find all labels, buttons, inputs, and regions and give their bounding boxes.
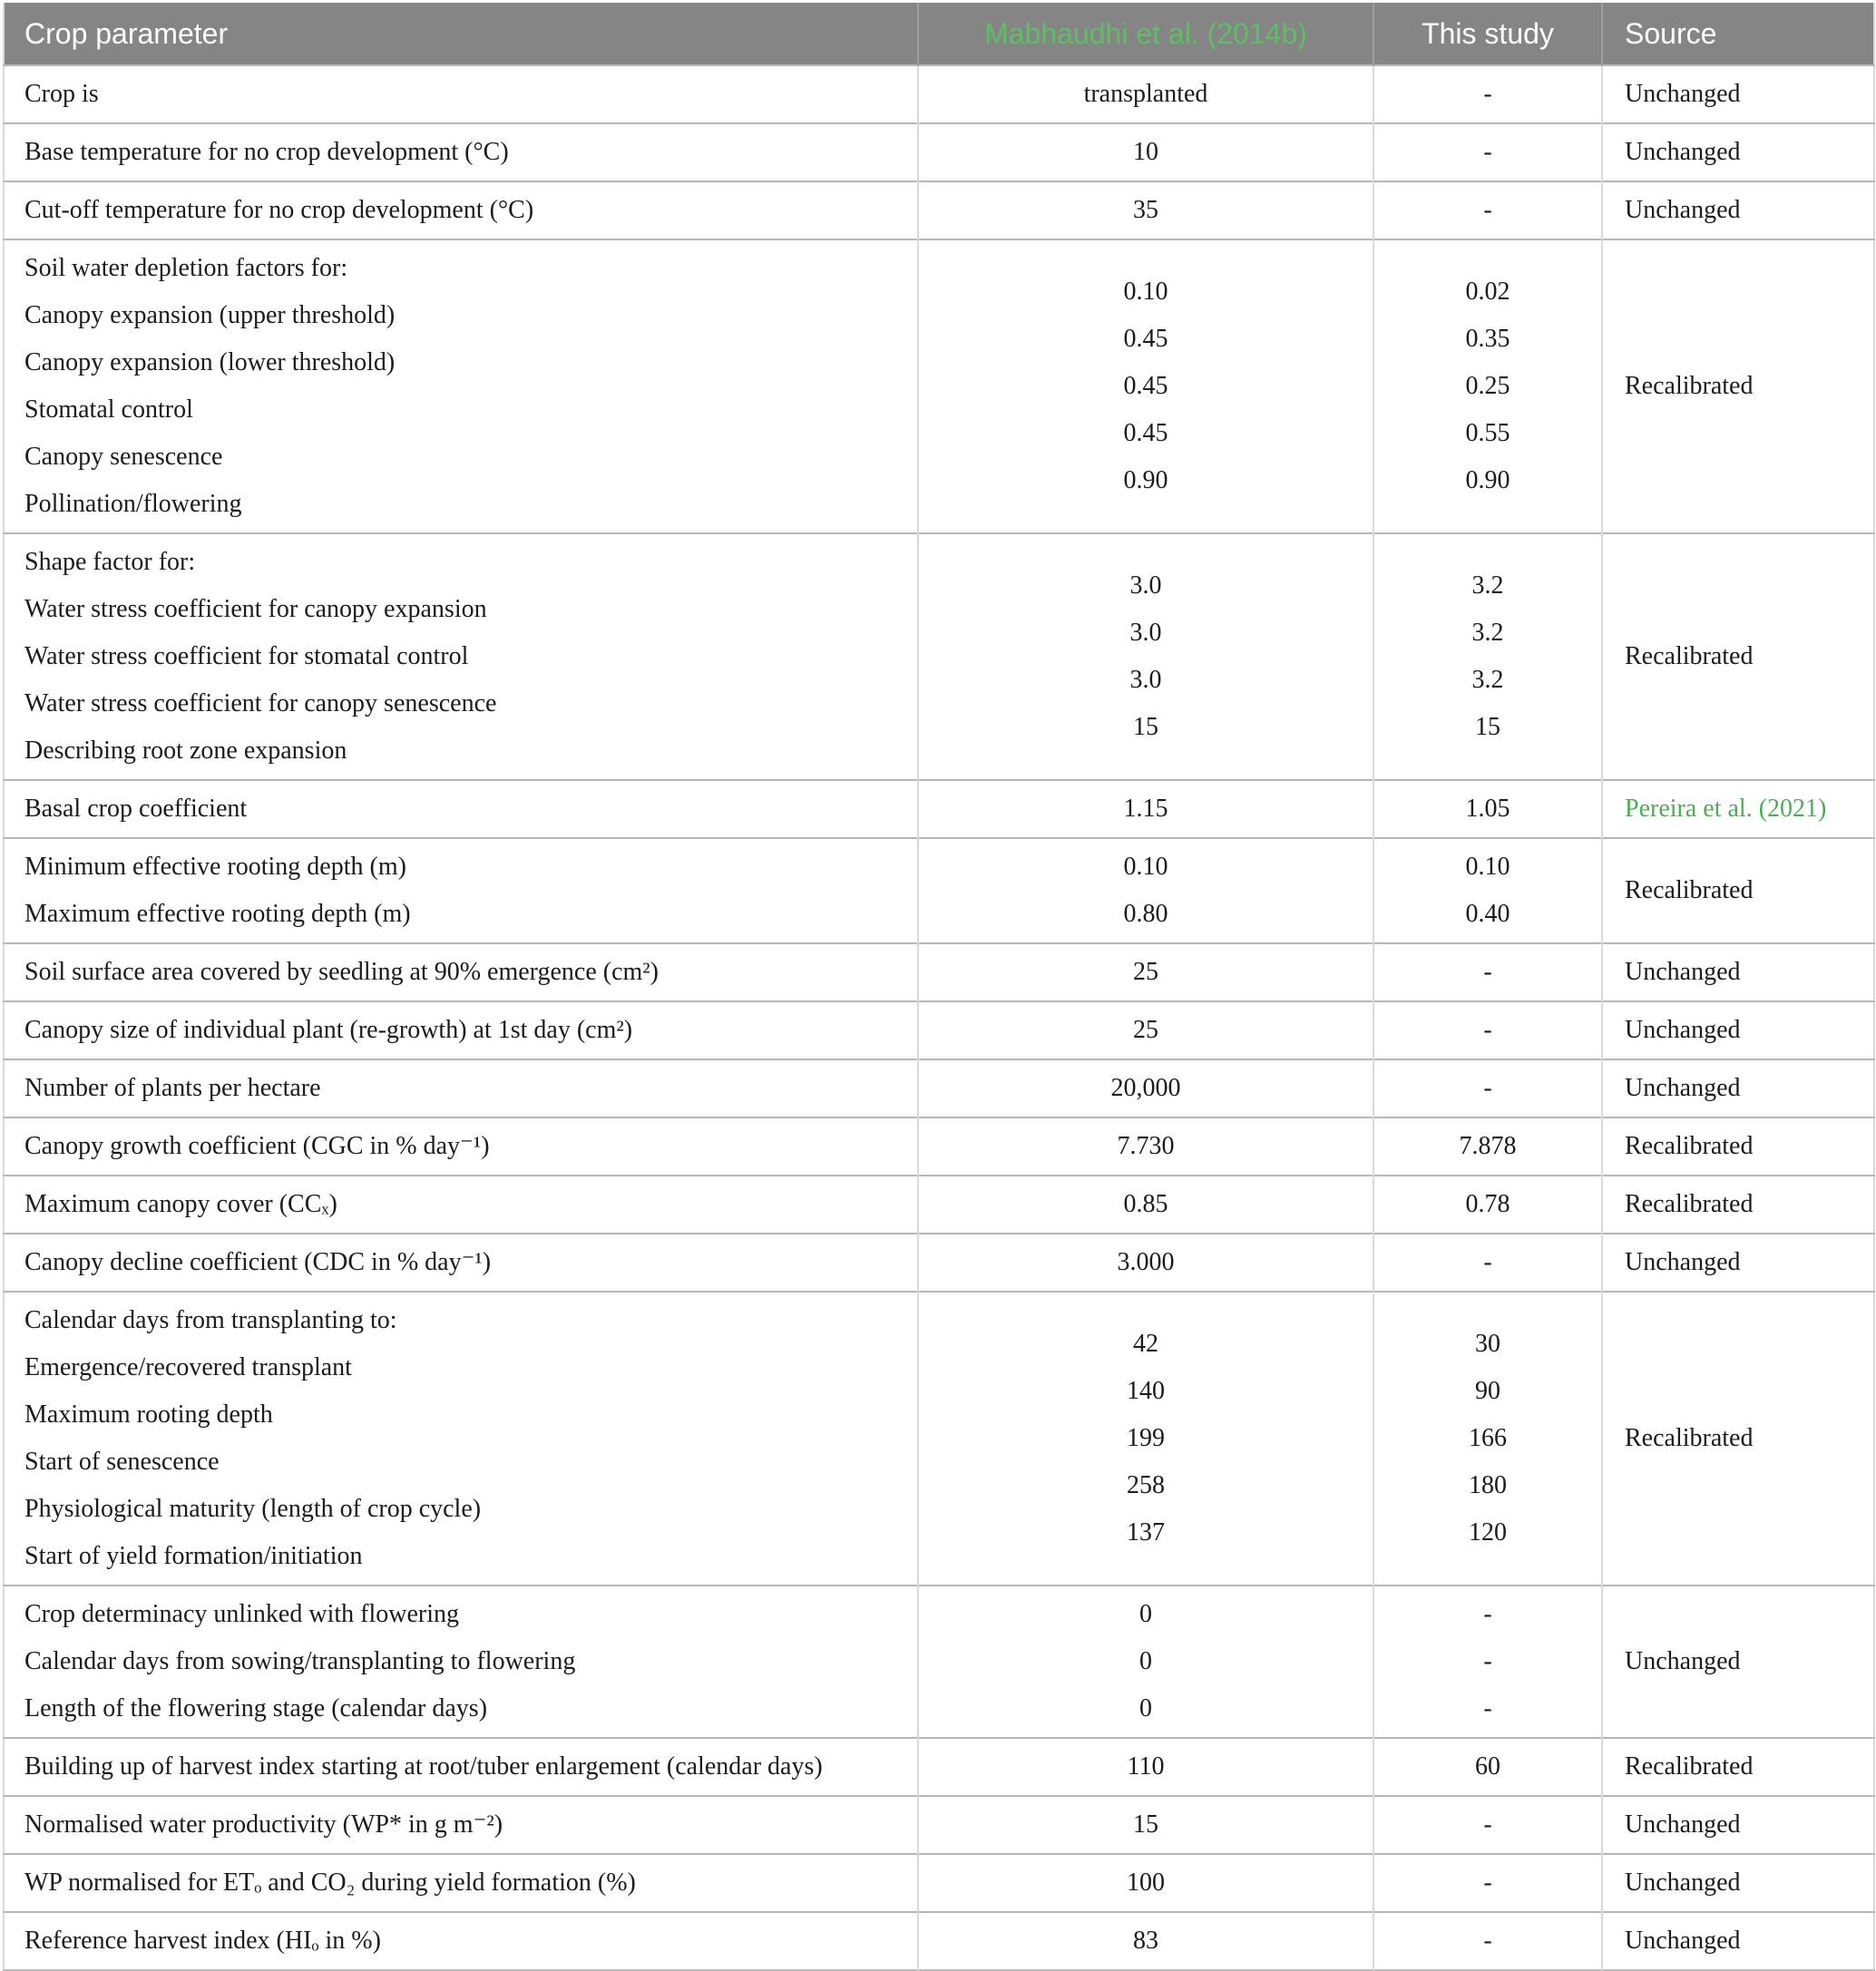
mabhaudhi-value-cell <box>918 1059 1373 1117</box>
this-study-value: - <box>1483 1694 1492 1722</box>
param-line: Canopy expansion (lower threshold) <box>24 348 396 376</box>
table-row <box>4 943 1874 1001</box>
param-line: Normalised water productivity (WP* in g m⁻²) <box>24 1810 503 1839</box>
mabhaudhi-value: 0.90 <box>1123 466 1168 494</box>
table-row <box>4 1854 1874 1912</box>
mabhaudhi-value: 15 <box>1133 1810 1158 1839</box>
source-label: Recalibrated <box>1625 642 1754 670</box>
mabhaudhi-value-cell <box>918 943 1373 1001</box>
table-row <box>4 1796 1874 1854</box>
this-study-value: 120 <box>1469 1518 1507 1547</box>
this-study-value: - <box>1483 1810 1492 1839</box>
table-row <box>4 1176 1874 1234</box>
source-cell <box>1602 1292 1874 1586</box>
mabhaudhi-value: 15 <box>1133 713 1158 741</box>
mabhaudhi-value: 0 <box>1139 1694 1152 1722</box>
source-cell <box>1602 65 1874 123</box>
mabhaudhi-value-cell <box>918 239 1373 533</box>
source-label: Recalibrated <box>1625 876 1754 904</box>
source-cell <box>1602 533 1874 780</box>
mabhaudhi-value-cell <box>918 1854 1373 1912</box>
this-study-value: 0.25 <box>1465 372 1510 400</box>
source-label: Unchanged <box>1625 1074 1741 1102</box>
param-line: Canopy growth coefficient (CGC in % day⁻¹) <box>24 1132 490 1160</box>
param-cell <box>4 1292 918 1586</box>
mabhaudhi-value: 3.0 <box>1129 571 1162 600</box>
this-study-value-cell <box>1373 1796 1602 1854</box>
param-cell <box>4 1234 918 1292</box>
mabhaudhi-value: 137 <box>1127 1518 1165 1547</box>
param-line: Building up of harvest index starting at root/tuber enlargement (calendar days) <box>24 1752 823 1781</box>
this-study-value-cell <box>1373 780 1602 838</box>
mabhaudhi-value-cell <box>918 533 1373 780</box>
param-cell <box>4 780 918 838</box>
param-line: Crop is <box>24 80 99 108</box>
table-row <box>4 239 1874 533</box>
param-cell <box>4 65 918 123</box>
param-cell <box>4 838 918 943</box>
param-line: Water stress coefficient for canopy expansion <box>24 595 487 623</box>
source-cell <box>1602 838 1874 943</box>
mabhaudhi-value: 3.000 <box>1117 1248 1175 1276</box>
source-cell <box>1602 1059 1874 1117</box>
source-cell <box>1602 780 1874 838</box>
param-line: Emergence/recovered transplant <box>24 1353 352 1381</box>
param-cell <box>4 1854 918 1912</box>
source-cell <box>1602 181 1874 239</box>
param-line: Maximum canopy cover (CCₓ) <box>24 1190 337 1218</box>
param-cell <box>4 123 918 181</box>
mabhaudhi-value: 258 <box>1127 1471 1165 1499</box>
table-row <box>4 65 1874 123</box>
source-label: Recalibrated <box>1625 372 1754 400</box>
mabhaudhi-value: 83 <box>1133 1927 1158 1955</box>
source-label: Unchanged <box>1625 1016 1741 1044</box>
this-study-value: 3.2 <box>1471 619 1504 647</box>
param-line: Water stress coefficient for canopy senescence <box>24 689 497 717</box>
param-line: Maximum rooting depth <box>24 1400 273 1429</box>
table-row <box>4 1912 1874 1970</box>
table-body <box>4 65 1874 1970</box>
mabhaudhi-value: 110 <box>1127 1752 1165 1781</box>
this-study-value-cell <box>1373 1738 1602 1796</box>
source-label: Unchanged <box>1625 1810 1741 1839</box>
source-label: Unchanged <box>1625 1927 1741 1955</box>
source-label: Unchanged <box>1625 80 1741 108</box>
table-row <box>4 1738 1874 1796</box>
table-row <box>4 1001 1874 1059</box>
mabhaudhi-value: 3.0 <box>1129 666 1162 694</box>
param-line: Calendar days from transplanting to: <box>24 1306 397 1334</box>
source-cell <box>1602 1586 1874 1738</box>
mabhaudhi-value: 10 <box>1133 138 1158 166</box>
this-study-value: 1.05 <box>1465 795 1510 823</box>
mabhaudhi-value-cell <box>918 1234 1373 1292</box>
param-line: Shape factor for: <box>24 548 196 576</box>
source-label: Unchanged <box>1625 958 1741 986</box>
this-study-value-cell <box>1373 1292 1602 1586</box>
this-study-value: 0.55 <box>1465 419 1510 447</box>
param-cell <box>4 1117 918 1176</box>
param-line: Base temperature for no crop development (°C) <box>24 138 509 166</box>
source-label: Recalibrated <box>1625 1132 1754 1160</box>
this-study-value: - <box>1483 1016 1492 1044</box>
param-cell <box>4 1586 918 1738</box>
this-study-value: 3.2 <box>1471 571 1504 600</box>
param-line: WP normalised for ETₒ and CO₂ during yield formation (%) <box>24 1869 636 1897</box>
mabhaudhi-value: 3.0 <box>1129 619 1162 647</box>
mabhaudhi-value: 0.80 <box>1123 900 1168 928</box>
param-line: Calendar days from sowing/transplanting to flowering <box>24 1647 576 1675</box>
source-cell <box>1602 1854 1874 1912</box>
this-study-value: - <box>1483 958 1492 986</box>
this-study-value: 90 <box>1475 1377 1500 1405</box>
mabhaudhi-value: 25 <box>1133 958 1158 986</box>
table-row <box>4 181 1874 239</box>
this-study-value: 0.10 <box>1465 853 1510 881</box>
crop-parameters-table <box>3 3 1875 1971</box>
param-line: Canopy expansion (upper threshold) <box>24 301 396 329</box>
this-study-value: - <box>1483 138 1492 166</box>
param-cell <box>4 1059 918 1117</box>
param-line: Soil surface area covered by seedling at 90% emergence (cm²) <box>24 958 660 986</box>
param-line: Start of yield formation/initiation <box>24 1542 363 1570</box>
this-study-value: 60 <box>1475 1752 1500 1781</box>
table-row <box>4 780 1874 838</box>
table-row <box>4 1586 1874 1738</box>
mabhaudhi-value-cell <box>918 780 1373 838</box>
source-label: Recalibrated <box>1625 1752 1754 1781</box>
mabhaudhi-value: transplanted <box>1083 80 1208 108</box>
mabhaudhi-value-cell <box>918 1117 1373 1176</box>
param-cell <box>4 533 918 780</box>
source-cell <box>1602 943 1874 1001</box>
param-line: Describing root zone expansion <box>24 737 347 765</box>
source-label: Recalibrated <box>1625 1190 1754 1218</box>
mabhaudhi-value: 0 <box>1139 1600 1152 1628</box>
source-cell <box>1602 123 1874 181</box>
source-label: Unchanged <box>1625 138 1741 166</box>
this-study-value: 7.878 <box>1459 1132 1517 1160</box>
mabhaudhi-value-cell <box>918 1796 1373 1854</box>
this-study-value: - <box>1483 80 1492 108</box>
param-cell <box>4 181 918 239</box>
this-study-value-cell <box>1373 1912 1602 1970</box>
param-line: Cut-off temperature for no crop development (°C) <box>24 196 534 224</box>
source-label: Unchanged <box>1625 196 1741 224</box>
mabhaudhi-value: 0.85 <box>1123 1190 1168 1218</box>
source-cell <box>1602 1738 1874 1796</box>
source-label: Unchanged <box>1625 1647 1741 1675</box>
mabhaudhi-value-cell <box>918 1586 1373 1738</box>
mabhaudhi-value: 140 <box>1127 1377 1165 1405</box>
param-cell <box>4 943 918 1001</box>
this-study-value: 180 <box>1469 1471 1507 1499</box>
table-row <box>4 533 1874 780</box>
mabhaudhi-value-cell <box>918 65 1373 123</box>
source-cell <box>1602 1117 1874 1176</box>
source-cell <box>1602 1234 1874 1292</box>
this-study-value: - <box>1483 1248 1492 1276</box>
this-study-value-cell <box>1373 1234 1602 1292</box>
source-label: Unchanged <box>1625 1869 1741 1897</box>
this-study-value-cell <box>1373 123 1602 181</box>
param-line: Crop determinacy unlinked with flowering <box>24 1600 459 1628</box>
param-cell <box>4 1912 918 1970</box>
param-cell <box>4 1176 918 1234</box>
this-study-value: 30 <box>1475 1330 1500 1358</box>
header-row <box>4 3 1874 65</box>
mabhaudhi-value: 42 <box>1133 1330 1158 1358</box>
this-study-value-cell <box>1373 1176 1602 1234</box>
mabhaudhi-value-cell <box>918 1176 1373 1234</box>
this-study-value: - <box>1483 196 1492 224</box>
this-study-value-cell <box>1373 239 1602 533</box>
param-line: Canopy senescence <box>24 443 223 471</box>
table-row <box>4 1059 1874 1117</box>
param-cell <box>4 1001 918 1059</box>
this-study-value-cell <box>1373 943 1602 1001</box>
this-study-value-cell <box>1373 838 1602 943</box>
table-row <box>4 123 1874 181</box>
param-line: Pollination/flowering <box>24 490 242 518</box>
param-cell <box>4 239 918 533</box>
mabhaudhi-value: 7.730 <box>1117 1132 1175 1160</box>
table-row <box>4 1292 1874 1586</box>
this-study-value: 166 <box>1469 1424 1507 1452</box>
mabhaudhi-value: 199 <box>1127 1424 1165 1452</box>
table-row <box>4 1234 1874 1292</box>
this-study-value-cell <box>1373 1001 1602 1059</box>
param-cell <box>4 1738 918 1796</box>
this-study-value: - <box>1483 1647 1492 1675</box>
source-label: Recalibrated <box>1625 1424 1754 1452</box>
param-line: Stomatal control <box>24 395 193 424</box>
param-line: Physiological maturity (length of crop cycle) <box>24 1495 482 1523</box>
mabhaudhi-value: 0.45 <box>1123 325 1168 353</box>
source-cell <box>1602 1001 1874 1059</box>
this-study-value: 0.02 <box>1465 278 1510 306</box>
param-line: Water stress coefficient for stomatal control <box>24 642 469 670</box>
this-study-value-cell <box>1373 533 1602 780</box>
source-label: Unchanged <box>1625 1248 1741 1276</box>
param-line: Canopy size of individual plant (re-growth) at 1st day (cm²) <box>24 1016 633 1044</box>
this-study-value-cell <box>1373 1059 1602 1117</box>
param-line: Reference harvest index (HIₒ in %) <box>24 1927 381 1955</box>
column-header-source: Source <box>1602 3 1874 65</box>
mabhaudhi-value: 0.10 <box>1123 278 1168 306</box>
table-row <box>4 1117 1874 1176</box>
this-study-value: 0.40 <box>1465 900 1510 928</box>
param-line: Canopy decline coefficient (CDC in % day⁻¹) <box>24 1248 492 1276</box>
mabhaudhi-value-cell <box>918 1292 1373 1586</box>
source-cell <box>1602 1176 1874 1234</box>
mabhaudhi-value-cell <box>918 1001 1373 1059</box>
this-study-value: 0.35 <box>1465 325 1510 353</box>
param-line: Length of the flowering stage (calendar days) <box>24 1694 488 1722</box>
param-line: Maximum effective rooting depth (m) <box>24 900 411 928</box>
mabhaudhi-value: 0.10 <box>1123 853 1168 881</box>
this-study-value: 0.90 <box>1465 466 1510 494</box>
mabhaudhi-value-cell <box>918 838 1373 943</box>
this-study-value: - <box>1483 1074 1492 1102</box>
mabhaudhi-value: 100 <box>1127 1869 1165 1897</box>
param-line: Number of plants per hectare <box>24 1074 321 1102</box>
source-cell <box>1602 1912 1874 1970</box>
this-study-value: - <box>1483 1869 1492 1897</box>
mabhaudhi-value: 35 <box>1133 196 1158 224</box>
this-study-value: 3.2 <box>1471 666 1504 694</box>
source-cell <box>1602 1796 1874 1854</box>
param-cell <box>4 1796 918 1854</box>
table-row <box>4 838 1874 943</box>
mabhaudhi-value: 20,000 <box>1110 1074 1181 1102</box>
param-line: Start of senescence <box>24 1448 220 1476</box>
this-study-value: - <box>1483 1927 1492 1955</box>
column-header-crop-parameter: Crop parameter <box>4 3 918 65</box>
source-citation-link[interactable]: Pereira et al. (2021) <box>1625 795 1827 823</box>
mabhaudhi-value-cell <box>918 1912 1373 1970</box>
this-study-value-cell <box>1373 65 1602 123</box>
this-study-value-cell <box>1373 1117 1602 1176</box>
this-study-value: 0.78 <box>1465 1190 1510 1218</box>
column-header-mabhaudhi-citation[interactable]: Mabhaudhi et al. (2014b) <box>918 3 1373 65</box>
mabhaudhi-value: 1.15 <box>1123 795 1168 823</box>
mabhaudhi-value-cell <box>918 1738 1373 1796</box>
mabhaudhi-value-cell <box>918 181 1373 239</box>
source-cell <box>1602 239 1874 533</box>
column-header-this-study: This study <box>1373 3 1602 65</box>
this-study-value-cell <box>1373 1854 1602 1912</box>
this-study-value-cell <box>1373 181 1602 239</box>
mabhaudhi-value: 0 <box>1139 1647 1152 1675</box>
this-study-value: 15 <box>1475 713 1500 741</box>
mabhaudhi-value: 25 <box>1133 1016 1158 1044</box>
param-line: Basal crop coefficient <box>24 795 248 823</box>
this-study-value-cell <box>1373 1586 1602 1738</box>
this-study-value: - <box>1483 1600 1492 1628</box>
mabhaudhi-value: 0.45 <box>1123 419 1168 447</box>
param-line: Minimum effective rooting depth (m) <box>24 853 406 881</box>
mabhaudhi-value-cell <box>918 123 1373 181</box>
mabhaudhi-value: 0.45 <box>1123 372 1168 400</box>
param-line: Soil water depletion factors for: <box>24 254 348 282</box>
